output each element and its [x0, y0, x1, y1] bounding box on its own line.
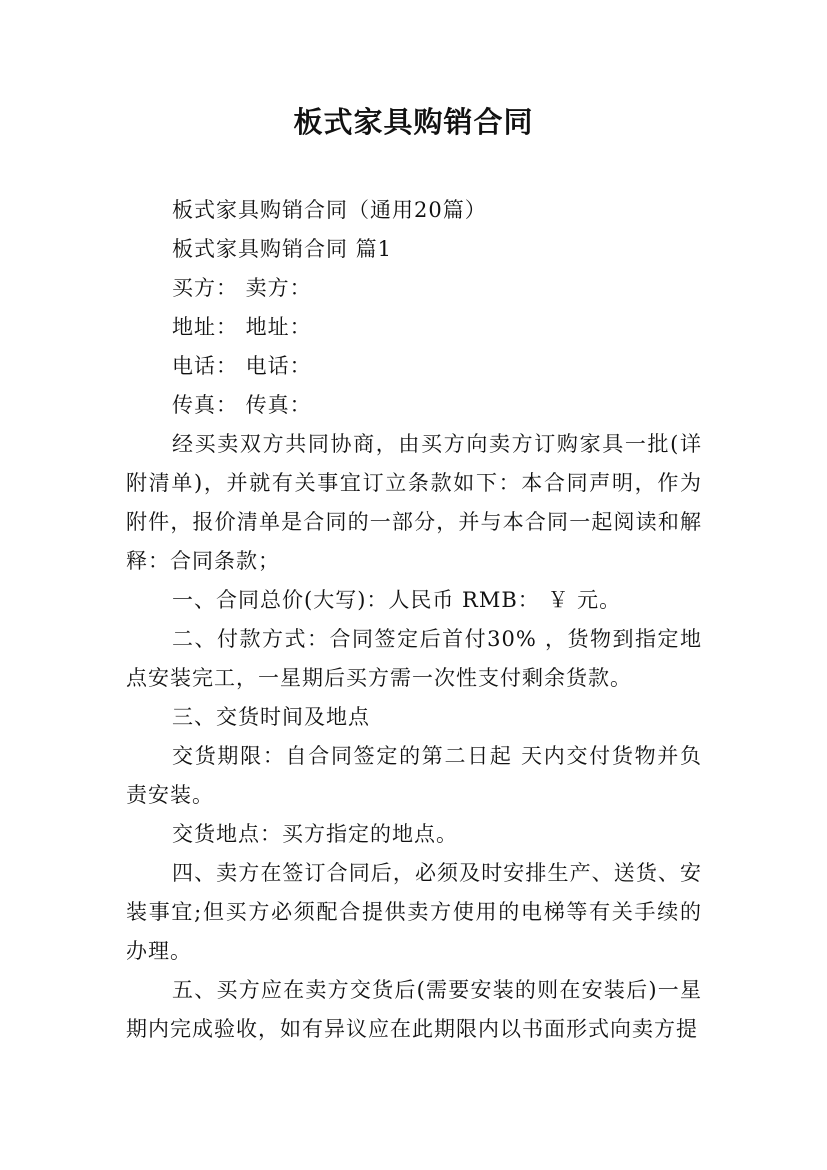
paragraph-delivery-period: 交货期限：自合同签定的第二日起 天内交付货物并负责安装。 — [126, 744, 702, 807]
document-title: 板式家具购销合同 — [293, 105, 534, 139]
paragraph-clause-3: 三、交货时间及地点 — [172, 705, 370, 729]
paragraph-section-heading: 板式家具购销合同 篇1 — [172, 237, 393, 261]
paragraph-clause-2: 二、付款方式：合同签定后首付30% ，货物到指定地点安装完工，一星期后买方需一次性支付剩余货款。 — [126, 627, 702, 690]
paragraph-phone-line: 电话： 电话： — [172, 354, 312, 378]
paragraph-fax-line: 传真： 传真： — [172, 393, 312, 417]
document-body — [126, 191, 702, 1049]
paragraph-delivery-place: 交货地点：买方指定的地点。 — [172, 822, 458, 846]
paragraph-address-line: 地址： 地址： — [172, 315, 312, 339]
paragraph-preamble: 经买卖双方共同协商，由买方向卖方订购家具一批(详附清单)，并就有关事宜订立条款如下：本合同声明，作为附件，报价清单是合同的一部分，并与本合同一起阅读和解释：合同条款； — [126, 432, 702, 573]
paragraph-clause-5: 五、买方应在卖方交货后(需要安装的则在安装后)一星期内完成验收，如有异议应在此期限内以书面形式向卖方提 — [126, 978, 702, 1041]
paragraph-subtitle: 板式家具购销合同（通用20篇） — [172, 198, 487, 222]
paragraph-clause-1: 一、合同总价(大写)：人民币 RMB： ￥ 元。 — [172, 588, 622, 612]
paragraph-party-line: 买方： 卖方： — [172, 276, 312, 300]
paragraph-clause-4: 四、卖方在签订合同后，必须及时安排生产、送货、安装事宜;但买方必须配合提供卖方使用的电梯等有关手续的办理。 — [126, 861, 702, 963]
